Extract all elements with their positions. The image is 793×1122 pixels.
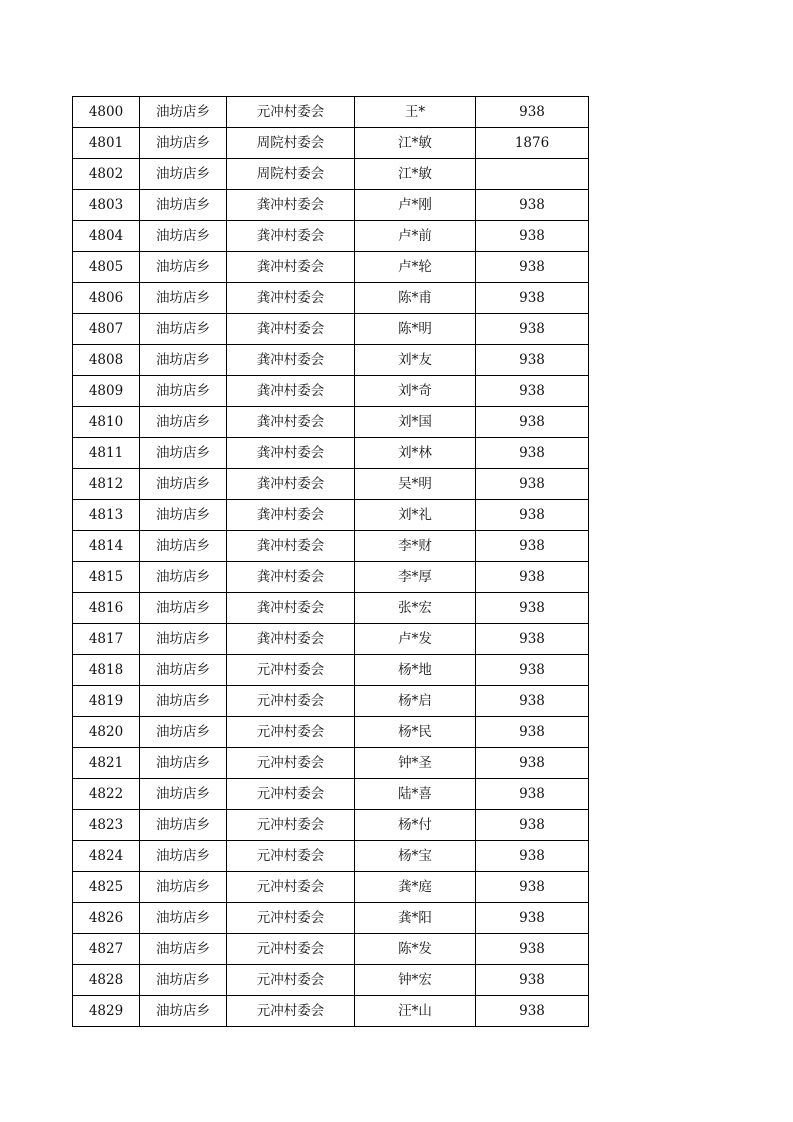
table-row: [73, 407, 589, 438]
row-number-cell: 4829: [73, 996, 140, 1027]
township-cell: 油坊店乡: [140, 810, 227, 841]
township-cell: 油坊店乡: [140, 469, 227, 500]
village-committee-cell: 元冲村委会: [227, 872, 355, 903]
name-cell: 陈*明: [355, 314, 476, 345]
township-cell: 油坊店乡: [140, 655, 227, 686]
table-row: [73, 376, 589, 407]
table-row: [73, 810, 589, 841]
row-number-cell: 4814: [73, 531, 140, 562]
village-committee-cell: 龚冲村委会: [227, 469, 355, 500]
table-row: [73, 190, 589, 221]
township-cell: 油坊店乡: [140, 996, 227, 1027]
amount-cell: 938: [476, 438, 589, 469]
village-committee-cell: 元冲村委会: [227, 97, 355, 128]
township-cell: 油坊店乡: [140, 965, 227, 996]
amount-cell: 938: [476, 624, 589, 655]
row-number-cell: 4804: [73, 221, 140, 252]
village-committee-cell: 元冲村委会: [227, 903, 355, 934]
row-number-cell: 4803: [73, 190, 140, 221]
name-cell: 杨*民: [355, 717, 476, 748]
table-row: [73, 283, 589, 314]
name-cell: 江*敏: [355, 128, 476, 159]
table-row: [73, 314, 589, 345]
row-number-cell: 4807: [73, 314, 140, 345]
name-cell: 卢*发: [355, 624, 476, 655]
table-row: [73, 159, 589, 190]
row-number-cell: 4821: [73, 748, 140, 779]
row-number-cell: 4809: [73, 376, 140, 407]
township-cell: 油坊店乡: [140, 872, 227, 903]
amount-cell: 938: [476, 190, 589, 221]
township-cell: 油坊店乡: [140, 97, 227, 128]
name-cell: 龚*庭: [355, 872, 476, 903]
township-cell: 油坊店乡: [140, 841, 227, 872]
village-committee-cell: 元冲村委会: [227, 686, 355, 717]
name-cell: 杨*地: [355, 655, 476, 686]
township-cell: 油坊店乡: [140, 128, 227, 159]
table-row: [73, 686, 589, 717]
name-cell: 杨*宝: [355, 841, 476, 872]
township-cell: 油坊店乡: [140, 190, 227, 221]
amount-cell: 938: [476, 407, 589, 438]
table-row: [73, 345, 589, 376]
village-committee-cell: 龚冲村委会: [227, 438, 355, 469]
row-number-cell: 4823: [73, 810, 140, 841]
township-cell: 油坊店乡: [140, 376, 227, 407]
table-row: [73, 965, 589, 996]
village-committee-cell: 龚冲村委会: [227, 221, 355, 252]
township-cell: 油坊店乡: [140, 903, 227, 934]
name-cell: 杨*启: [355, 686, 476, 717]
village-committee-cell: 元冲村委会: [227, 841, 355, 872]
township-cell: 油坊店乡: [140, 686, 227, 717]
table-row: [73, 841, 589, 872]
name-cell: 李*财: [355, 531, 476, 562]
township-cell: 油坊店乡: [140, 314, 227, 345]
name-cell: 卢*刚: [355, 190, 476, 221]
table-row: [73, 748, 589, 779]
name-cell: 陈*发: [355, 934, 476, 965]
name-cell: 刘*礼: [355, 500, 476, 531]
name-cell: 陆*喜: [355, 779, 476, 810]
row-number-cell: 4812: [73, 469, 140, 500]
row-number-cell: 4800: [73, 97, 140, 128]
amount-cell: 938: [476, 934, 589, 965]
name-cell: 刘*奇: [355, 376, 476, 407]
row-number-cell: 4816: [73, 593, 140, 624]
row-number-cell: 4806: [73, 283, 140, 314]
township-cell: 油坊店乡: [140, 779, 227, 810]
table-row: [73, 469, 589, 500]
row-number-cell: 4808: [73, 345, 140, 376]
table-row: [73, 717, 589, 748]
amount-cell: 938: [476, 252, 589, 283]
table-row: [73, 903, 589, 934]
row-number-cell: 4815: [73, 562, 140, 593]
name-cell: 陈*甫: [355, 283, 476, 314]
village-committee-cell: 龚冲村委会: [227, 190, 355, 221]
village-committee-cell: 周院村委会: [227, 159, 355, 190]
amount-cell: 938: [476, 97, 589, 128]
data-table: [72, 96, 589, 1027]
village-committee-cell: 龚冲村委会: [227, 376, 355, 407]
township-cell: 油坊店乡: [140, 717, 227, 748]
row-number-cell: 4817: [73, 624, 140, 655]
row-number-cell: 4811: [73, 438, 140, 469]
row-number-cell: 4801: [73, 128, 140, 159]
row-number-cell: 4822: [73, 779, 140, 810]
name-cell: 杨*付: [355, 810, 476, 841]
amount-cell: 938: [476, 531, 589, 562]
village-committee-cell: 龚冲村委会: [227, 345, 355, 376]
table-row: [73, 252, 589, 283]
name-cell: 卢*轮: [355, 252, 476, 283]
table-row: [73, 531, 589, 562]
row-number-cell: 4810: [73, 407, 140, 438]
amount-cell: 938: [476, 593, 589, 624]
name-cell: 刘*国: [355, 407, 476, 438]
amount-cell: 938: [476, 283, 589, 314]
village-committee-cell: 元冲村委会: [227, 996, 355, 1027]
village-committee-cell: 龚冲村委会: [227, 624, 355, 655]
amount-cell: 938: [476, 748, 589, 779]
township-cell: 油坊店乡: [140, 624, 227, 655]
amount-cell: 938: [476, 872, 589, 903]
name-cell: 王*: [355, 97, 476, 128]
row-number-cell: 4825: [73, 872, 140, 903]
name-cell: 龚*阳: [355, 903, 476, 934]
township-cell: 油坊店乡: [140, 159, 227, 190]
table-row: [73, 934, 589, 965]
township-cell: 油坊店乡: [140, 283, 227, 314]
amount-cell: 938: [476, 562, 589, 593]
village-committee-cell: 龚冲村委会: [227, 593, 355, 624]
village-committee-cell: 龚冲村委会: [227, 314, 355, 345]
name-cell: 钟*圣: [355, 748, 476, 779]
table-row: [73, 624, 589, 655]
village-committee-cell: 元冲村委会: [227, 655, 355, 686]
table-row: [73, 128, 589, 159]
table-row: [73, 779, 589, 810]
township-cell: 油坊店乡: [140, 934, 227, 965]
township-cell: 油坊店乡: [140, 562, 227, 593]
village-committee-cell: 元冲村委会: [227, 779, 355, 810]
name-cell: 张*宏: [355, 593, 476, 624]
township-cell: 油坊店乡: [140, 748, 227, 779]
township-cell: 油坊店乡: [140, 345, 227, 376]
amount-cell: 938: [476, 903, 589, 934]
amount-cell: 938: [476, 345, 589, 376]
village-committee-cell: 周院村委会: [227, 128, 355, 159]
amount-cell: 938: [476, 469, 589, 500]
table-row: [73, 500, 589, 531]
name-cell: 钟*宏: [355, 965, 476, 996]
village-committee-cell: 龚冲村委会: [227, 407, 355, 438]
table-row: [73, 562, 589, 593]
name-cell: 刘*友: [355, 345, 476, 376]
row-number-cell: 4827: [73, 934, 140, 965]
name-cell: 吴*明: [355, 469, 476, 500]
village-committee-cell: 元冲村委会: [227, 965, 355, 996]
amount-cell: 938: [476, 376, 589, 407]
table-body: [73, 97, 589, 1027]
amount-cell: 938: [476, 810, 589, 841]
name-cell: 李*厚: [355, 562, 476, 593]
name-cell: 江*敏: [355, 159, 476, 190]
township-cell: 油坊店乡: [140, 407, 227, 438]
amount-cell: 1876: [476, 128, 589, 159]
row-number-cell: 4828: [73, 965, 140, 996]
amount-cell: 938: [476, 314, 589, 345]
township-cell: 油坊店乡: [140, 252, 227, 283]
amount-cell: 938: [476, 655, 589, 686]
amount-cell: 938: [476, 841, 589, 872]
row-number-cell: 4802: [73, 159, 140, 190]
village-committee-cell: 元冲村委会: [227, 810, 355, 841]
amount-cell: [476, 159, 589, 190]
table-row: [73, 655, 589, 686]
name-cell: 卢*前: [355, 221, 476, 252]
row-number-cell: 4819: [73, 686, 140, 717]
row-number-cell: 4813: [73, 500, 140, 531]
village-committee-cell: 元冲村委会: [227, 717, 355, 748]
amount-cell: 938: [476, 500, 589, 531]
table-row: [73, 593, 589, 624]
amount-cell: 938: [476, 965, 589, 996]
village-committee-cell: 元冲村委会: [227, 748, 355, 779]
township-cell: 油坊店乡: [140, 438, 227, 469]
table-row: [73, 996, 589, 1027]
township-cell: 油坊店乡: [140, 593, 227, 624]
name-cell: 刘*林: [355, 438, 476, 469]
township-cell: 油坊店乡: [140, 531, 227, 562]
township-cell: 油坊店乡: [140, 500, 227, 531]
village-committee-cell: 龚冲村委会: [227, 283, 355, 314]
row-number-cell: 4824: [73, 841, 140, 872]
amount-cell: 938: [476, 686, 589, 717]
table-row: [73, 221, 589, 252]
row-number-cell: 4818: [73, 655, 140, 686]
village-committee-cell: 龚冲村委会: [227, 531, 355, 562]
table-row: [73, 872, 589, 903]
amount-cell: 938: [476, 779, 589, 810]
row-number-cell: 4805: [73, 252, 140, 283]
amount-cell: 938: [476, 996, 589, 1027]
village-committee-cell: 元冲村委会: [227, 934, 355, 965]
row-number-cell: 4826: [73, 903, 140, 934]
township-cell: 油坊店乡: [140, 221, 227, 252]
table-row: [73, 97, 589, 128]
table-row: [73, 438, 589, 469]
village-committee-cell: 龚冲村委会: [227, 500, 355, 531]
village-committee-cell: 龚冲村委会: [227, 252, 355, 283]
row-number-cell: 4820: [73, 717, 140, 748]
village-committee-cell: 龚冲村委会: [227, 562, 355, 593]
name-cell: 汪*山: [355, 996, 476, 1027]
amount-cell: 938: [476, 221, 589, 252]
amount-cell: 938: [476, 717, 589, 748]
